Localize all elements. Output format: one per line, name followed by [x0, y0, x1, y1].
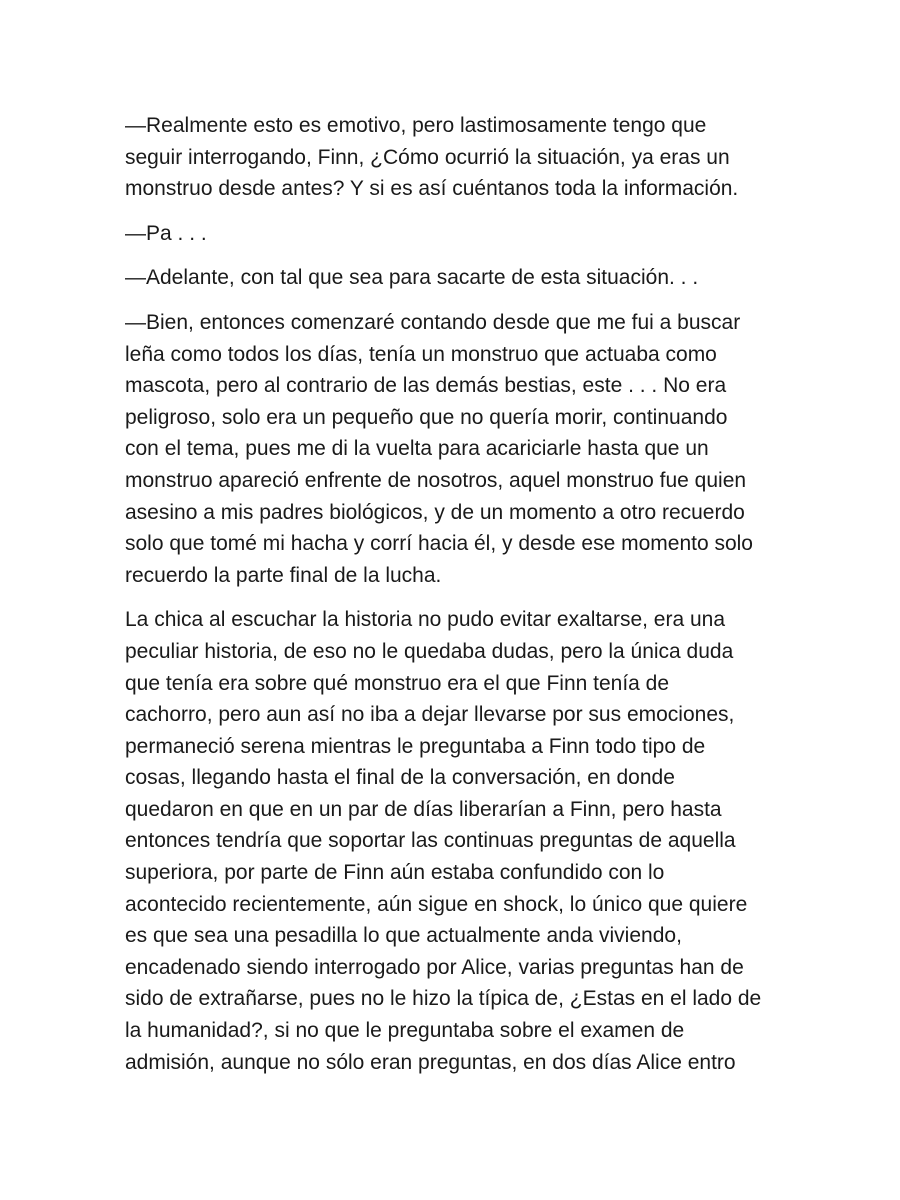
paragraph-2 [125, 218, 785, 250]
text-line: quedaron en que en un par de días liberarían a Finn, pero hasta [125, 797, 722, 821]
text-line: recuerdo la parte final de la lucha. [125, 563, 442, 587]
text-line: peligroso, solo era un pequeño que no quería morir, continuando [125, 405, 728, 429]
text-line: monstruo desde antes? Y si es así cuéntanos toda la información. [125, 177, 739, 201]
text-line: solo que tomé mi hacha y corrí hacia él, y desde ese momento solo [125, 532, 753, 556]
text-line: La chica al escuchar la historia no pudo evitar exaltarse, era una [125, 608, 726, 632]
text-line: monstruo apareció enfrente de nosotros, aquel monstruo fue quien [125, 468, 747, 492]
document-body [125, 110, 785, 1091]
text-line: asesino a mis padres biológicos, y de un momento a otro recuerdo [125, 500, 745, 524]
text-line: acontecido recientemente, aún sigue en shock, lo único que quiere [125, 892, 748, 916]
text-line: superiora, por parte de Finn aún estaba confundido con lo [125, 861, 665, 885]
text-line: —Realmente esto es emotivo, pero lastimosamente tengo que [125, 114, 707, 137]
paragraph-1 [125, 110, 785, 205]
text-line: peculiar historia, de eso no le quedaba dudas, pero la única duda [125, 639, 734, 663]
text-line: admisión, aunque no sólo eran preguntas, en dos días Alice entro [125, 1050, 736, 1074]
paragraph-4 [125, 307, 785, 591]
text-line: sido de extrañarse, pues no le hizo la típica de, ¿Estas en el lado de [125, 987, 762, 1011]
text-line: con el tema, pues me di la vuelta para acariciarle hasta que un [125, 437, 709, 461]
text-line: seguir interrogando, Finn, ¿Cómo ocurrió la situación, ya eras un [125, 145, 730, 169]
text-line: mascota, pero al contrario de las demás bestias, este . . . No era [125, 374, 727, 398]
text-line: —Bien, entonces comenzaré contando desde que me fui a buscar [125, 310, 741, 334]
text-line: entonces tendría que soportar las continuas preguntas de aquella [125, 829, 736, 853]
text-line: la humanidad?, si no que le preguntaba sobre el examen de [125, 1019, 685, 1043]
text-line: cosas, llegando hasta el final de la conversación, en donde [125, 766, 675, 790]
text-line: —Pa . . . [125, 221, 207, 245]
paragraph-3 [125, 262, 785, 294]
text-line: permaneció serena mientras le preguntaba a Finn todo tipo de [125, 734, 706, 758]
text-line: es que sea una pesadilla lo que actualmente anda viviendo, [125, 924, 682, 948]
text-line: —Adelante, con tal que sea para sacarte de esta situación. . . [125, 266, 699, 290]
text-line: leña como todos los días, tenía un monstruo que actuaba como [125, 342, 717, 366]
paragraph-5 [125, 604, 785, 1078]
text-line: encadenado siendo interrogado por Alice, varias preguntas han de [125, 955, 744, 979]
text-line: cachorro, pero aun así no iba a dejar llevarse por sus emociones, [125, 703, 735, 727]
text-line: que tenía era sobre qué monstruo era el que Finn tenía de [125, 671, 670, 695]
